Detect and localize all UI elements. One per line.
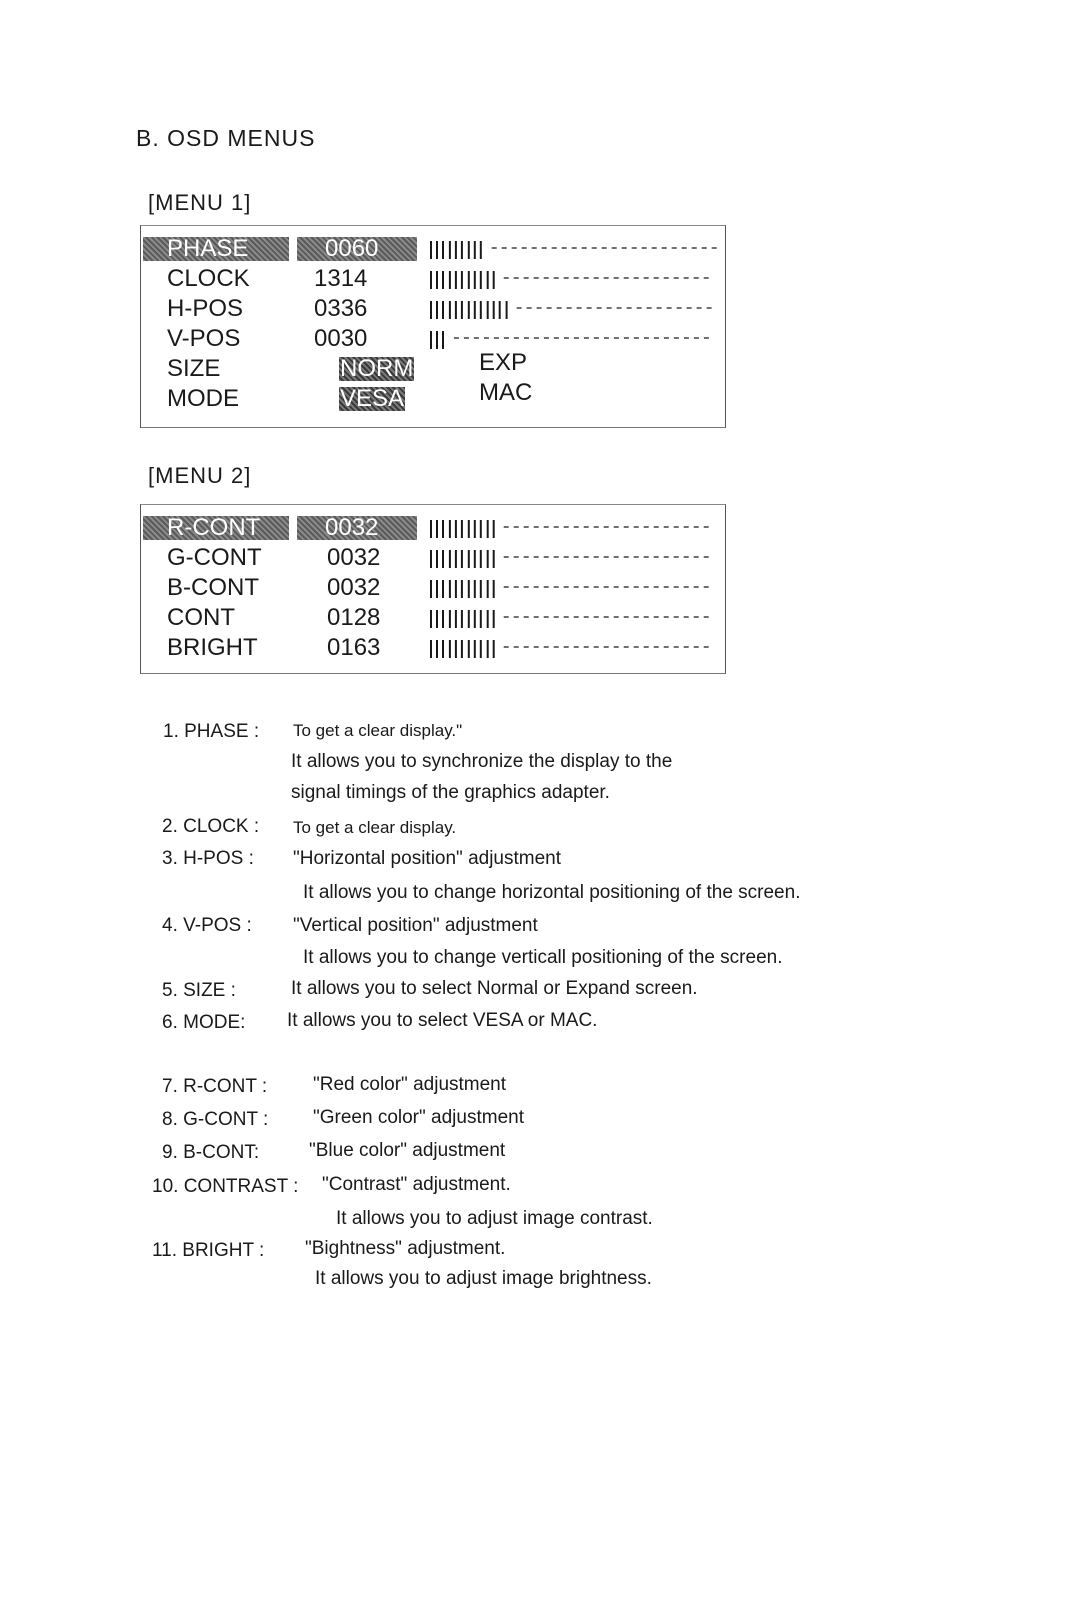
level-bar bbox=[429, 513, 719, 543]
osd-item-value: 1314 bbox=[314, 265, 368, 292]
osd-item-value: 0128 bbox=[327, 604, 381, 631]
level-bar bbox=[429, 264, 719, 294]
description-term: 7. R-CONT : bbox=[162, 1076, 268, 1097]
osd-item-value: 0032 bbox=[327, 544, 381, 571]
menu2-row-cont[interactable] bbox=[141, 603, 725, 633]
mode-option-vesa[interactable]: VESA bbox=[340, 385, 405, 412]
description-text: "Contrast" adjustment. bbox=[322, 1174, 511, 1195]
osd-item-name: PHASE bbox=[143, 237, 289, 261]
level-bar bbox=[429, 234, 719, 264]
menu1-label: [MENU 1] bbox=[148, 190, 252, 215]
description-text: "Red color" adjustment bbox=[313, 1074, 507, 1095]
description-text: It allows you to select VESA or MAC. bbox=[287, 1010, 598, 1031]
menu1-row-vpos[interactable] bbox=[141, 324, 725, 354]
menu2-row-gcont[interactable] bbox=[141, 543, 725, 573]
description-term: 9. B-CONT: bbox=[162, 1142, 260, 1163]
description-text: "Bightness" adjustment. bbox=[305, 1238, 506, 1259]
menu2-row-bcont[interactable] bbox=[141, 573, 725, 603]
menu2-label: [MENU 2] bbox=[148, 463, 252, 488]
menu1-row-mode[interactable] bbox=[141, 379, 725, 414]
osd-item-name: H-POS bbox=[167, 295, 244, 322]
osd-item-value: 0032 bbox=[327, 574, 381, 601]
osd-item-value: 0060 bbox=[297, 237, 417, 261]
description-term: 11. BRIGHT : bbox=[152, 1240, 265, 1261]
osd-item-value: 0032 bbox=[297, 516, 417, 540]
description-term: 5. SIZE : bbox=[162, 980, 236, 1001]
level-bar bbox=[429, 633, 719, 663]
osd-item-name: CONT bbox=[167, 604, 235, 631]
menu1-row-size[interactable] bbox=[141, 349, 725, 384]
description-text: "Vertical position" adjustment bbox=[293, 915, 538, 936]
description-term: 8. G-CONT : bbox=[162, 1109, 269, 1130]
description-term: 1. PHASE : bbox=[163, 721, 260, 742]
osd-item-name: G-CONT bbox=[167, 544, 262, 571]
description-text: It allows you to change horizontal positioning of the screen. bbox=[303, 882, 801, 903]
menu2-panel bbox=[140, 504, 726, 674]
osd-item-value: 0030 bbox=[314, 325, 368, 352]
osd-item-name: MODE bbox=[167, 385, 239, 412]
description-text: To get a clear display. bbox=[293, 818, 457, 837]
level-bar bbox=[429, 294, 719, 324]
level-bar bbox=[429, 324, 719, 354]
description-text: "Blue color" adjustment bbox=[309, 1140, 506, 1161]
description-term: 10. CONTRAST : bbox=[152, 1176, 299, 1197]
description-text: It allows you to adjust image contrast. bbox=[336, 1208, 653, 1229]
menu2-row-rcont[interactable] bbox=[141, 513, 725, 543]
mode-option-mac[interactable]: MAC bbox=[479, 379, 533, 406]
level-bar bbox=[429, 603, 719, 633]
description-text: It allows you to change verticall positioning of the screen. bbox=[303, 947, 783, 968]
description-term: 6. MODE: bbox=[162, 1012, 246, 1033]
menu1-row-hpos[interactable] bbox=[141, 294, 725, 324]
osd-item-name: B-CONT bbox=[167, 574, 259, 601]
osd-item-name: V-POS bbox=[167, 325, 241, 352]
description-text: It allows you to select Normal or Expand screen. bbox=[291, 978, 698, 999]
osd-item-name: BRIGHT bbox=[167, 634, 258, 661]
size-option-exp[interactable]: EXP bbox=[479, 349, 528, 376]
level-bar bbox=[429, 573, 719, 603]
description-term: 2. CLOCK : bbox=[162, 816, 260, 837]
menu1-row-clock[interactable] bbox=[141, 264, 725, 294]
page-title: B. OSD MENUS bbox=[136, 125, 316, 151]
menu1-row-phase[interactable] bbox=[141, 234, 725, 264]
description-text: "Horizontal position" adjustment bbox=[293, 848, 562, 869]
size-option-norm[interactable]: NORM bbox=[340, 355, 414, 382]
description-text: It allows you to synchronize the display to the bbox=[291, 751, 673, 772]
description-text: It allows you to adjust image brightness. bbox=[315, 1268, 652, 1289]
menu1-panel bbox=[140, 225, 726, 428]
osd-item-value: 0163 bbox=[327, 634, 381, 661]
osd-item-name: R-CONT bbox=[143, 516, 289, 540]
description-term: 4. V-POS : bbox=[162, 915, 252, 936]
menu2-row-bright[interactable] bbox=[141, 633, 725, 663]
description-text: "Green color" adjustment bbox=[313, 1107, 524, 1128]
description-text: To get a clear display." bbox=[293, 721, 463, 740]
osd-item-name: CLOCK bbox=[167, 265, 250, 292]
osd-item-value: 0336 bbox=[314, 295, 368, 322]
description-term: 3. H-POS : bbox=[162, 848, 254, 869]
level-bar bbox=[429, 543, 719, 573]
description-text: signal timings of the graphics adapter. bbox=[291, 782, 610, 803]
osd-item-name: SIZE bbox=[167, 355, 221, 382]
